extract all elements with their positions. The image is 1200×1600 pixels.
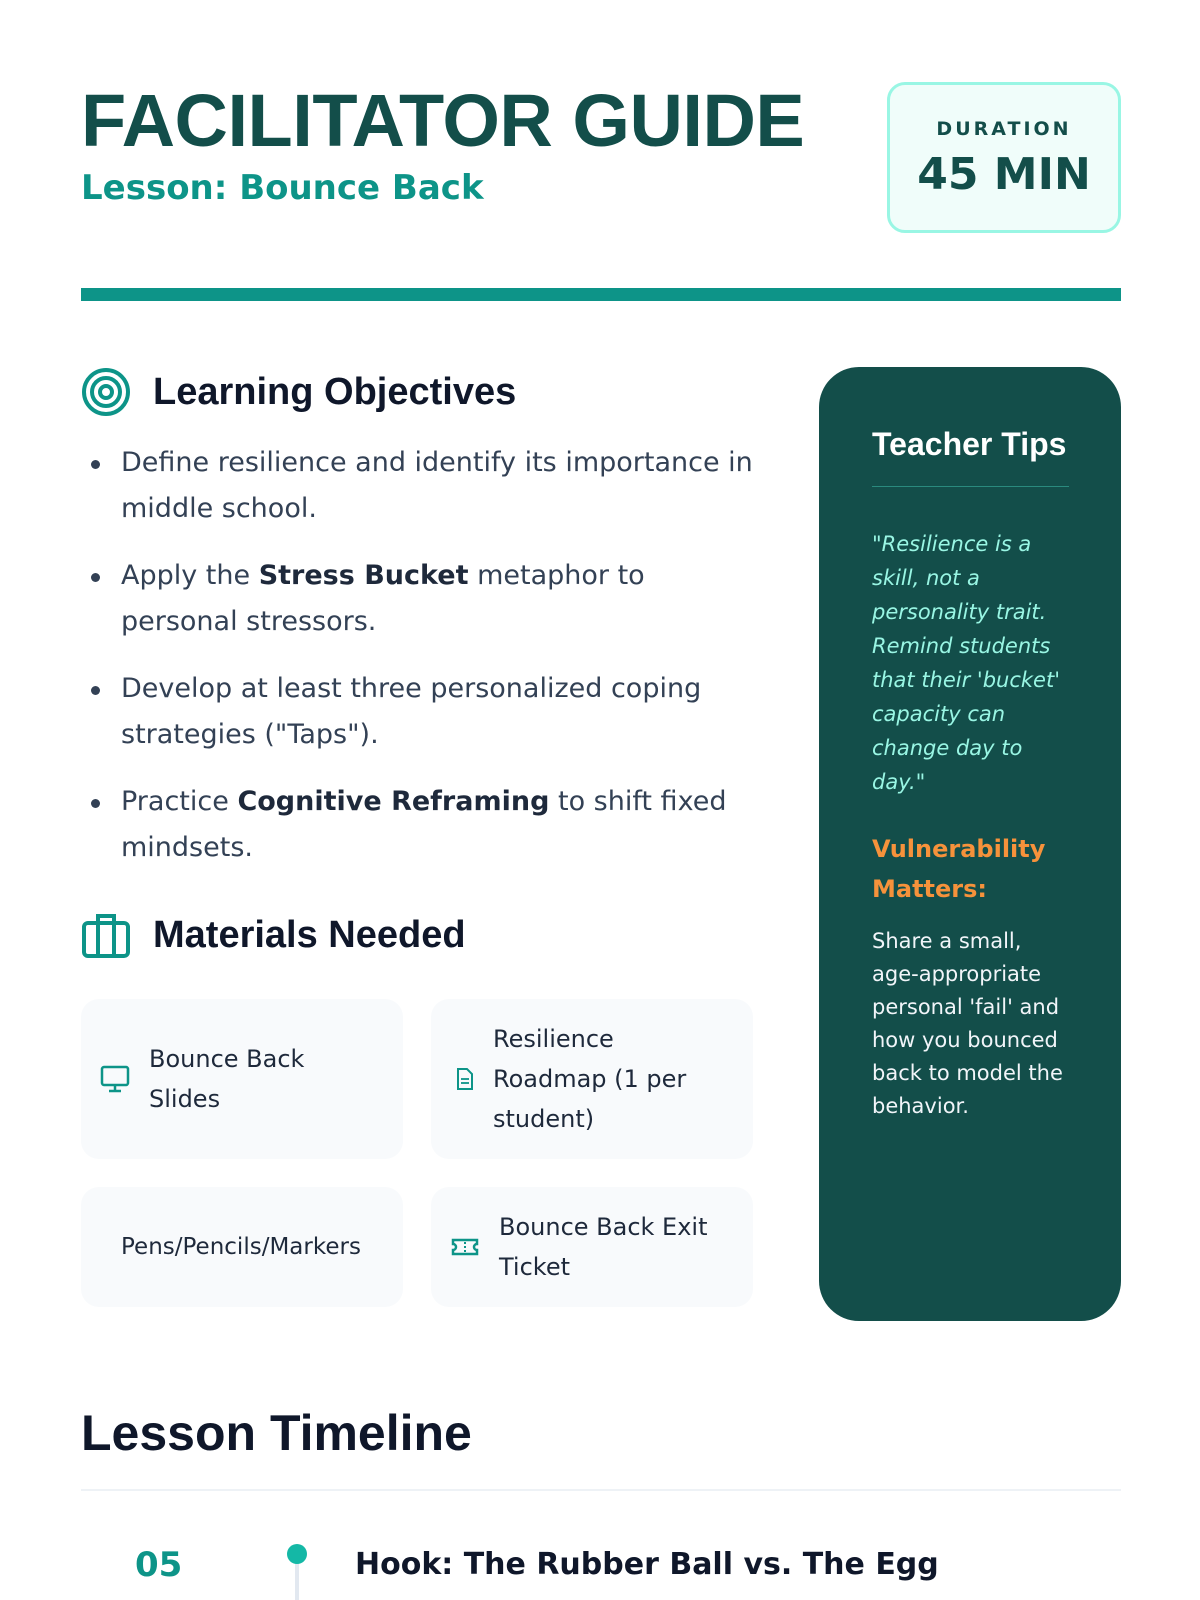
material-label: Bounce Back Exit Ticket xyxy=(499,1213,708,1281)
timeline-dot xyxy=(287,1544,307,1564)
main-column xyxy=(81,362,753,1309)
timeline-divider xyxy=(81,1489,1121,1491)
teacher-tips-panel xyxy=(819,367,1121,1321)
tips-quote: "Resilience is a skill, not a personality trait. Remind students that their 'bucket' capacity can change day to day." xyxy=(872,532,1060,794)
header-divider xyxy=(81,288,1121,301)
objectives-heading: Learning Objectives xyxy=(153,370,517,413)
material-card-exit-ticket xyxy=(431,1187,753,1307)
objectives-list xyxy=(81,440,753,871)
duration-label: DURATION xyxy=(936,118,1072,140)
page-title: FACILITATOR GUIDE xyxy=(81,79,805,162)
page-header xyxy=(81,80,1121,240)
timeline-row xyxy=(81,1540,1121,1600)
timeline-step-title: Hook: The Rubber Ball vs. The Egg xyxy=(355,1547,939,1582)
material-card-roadmap xyxy=(431,999,753,1159)
duration-badge xyxy=(887,82,1121,233)
timeline-minutes: 05 xyxy=(135,1545,183,1585)
material-label: Bounce Back Slides xyxy=(149,1045,305,1113)
tips-body: Share a small, age-appropriate personal 'fail' and how you bounced back to model the behavior. xyxy=(872,929,1063,1118)
duration-value: 45 MIN xyxy=(917,149,1091,200)
material-card-slides xyxy=(81,999,403,1159)
list-item: Develop at least three personalized coping strategies ("Taps"). xyxy=(81,666,753,758)
lesson-subtitle: Lesson: Bounce Back xyxy=(81,168,484,208)
document-icon xyxy=(449,1063,481,1095)
material-card-pens xyxy=(81,1187,403,1307)
briefcase-icon xyxy=(81,910,131,960)
target-icon xyxy=(81,367,131,417)
ticket-icon xyxy=(449,1231,481,1263)
material-label: Pens/Pencils/Markers xyxy=(121,1234,361,1260)
tips-title: Teacher Tips xyxy=(872,421,1069,487)
list-item: Define resilience and identify its importance in middle school. xyxy=(81,440,753,532)
timeline-heading: Lesson Timeline xyxy=(81,1405,472,1461)
material-label: Resilience Roadmap (1 per student) xyxy=(493,1025,687,1133)
materials-header xyxy=(81,905,753,965)
tips-subheading: Vulnerability Matters: xyxy=(872,835,1046,903)
list-item: Practice Cognitive Reframing to shift fixed mindsets. xyxy=(81,779,753,871)
timeline-connector xyxy=(295,1564,299,1600)
list-item: Apply the Stress Bucket metaphor to personal stressors. xyxy=(81,553,753,645)
materials-heading: Materials Needed xyxy=(153,913,466,956)
objectives-header xyxy=(81,362,753,422)
monitor-icon xyxy=(99,1063,131,1095)
materials-grid xyxy=(81,999,753,1309)
